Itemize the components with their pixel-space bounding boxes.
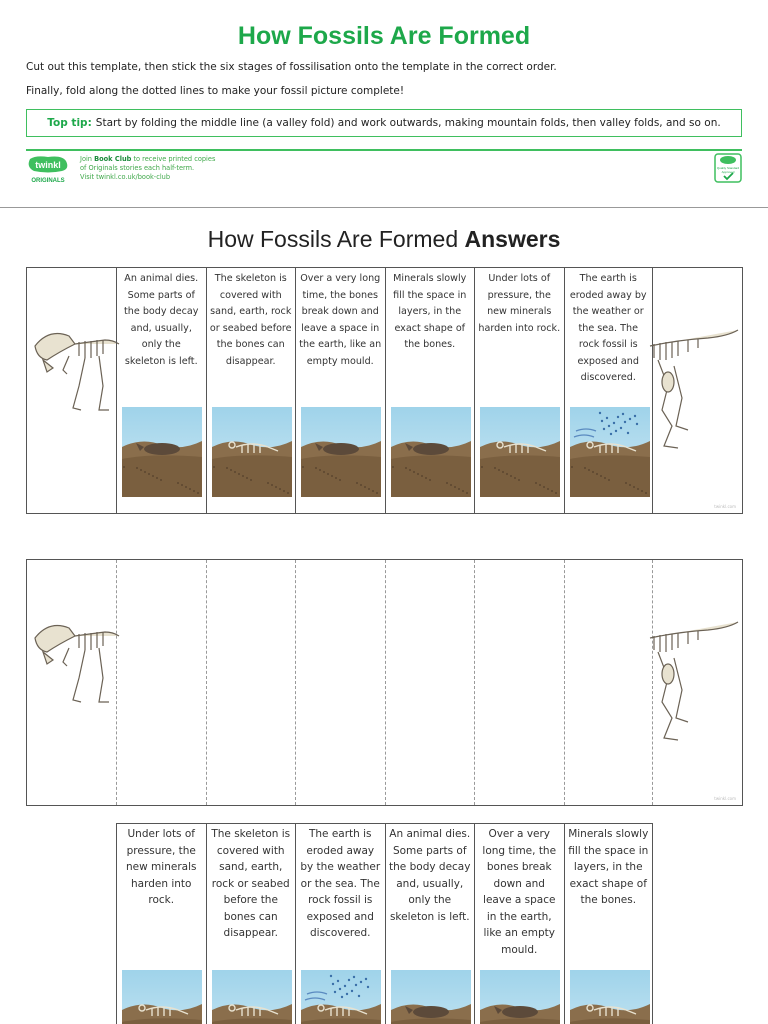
- watermark: twinkl.com: [714, 504, 736, 509]
- dinosaur-tail-icon: [648, 618, 740, 748]
- answer-stage-1: [116, 268, 206, 513]
- stage-text: Minerals slowly fill the space in layers, in the exact shape of the bones.: [393, 273, 467, 350]
- page-separator: [0, 207, 768, 208]
- instruction-line-1: Cut out this template, then stick the six stages of fossilisation onto the template in the correct order.: [26, 61, 557, 73]
- dinosaur-skull-icon: [29, 316, 121, 426]
- template-slot-3: [295, 560, 385, 805]
- answer-stage-4: [385, 268, 475, 513]
- stage-text: An animal dies. Some parts of the body decay and, usually, only the skeleton is left.: [389, 828, 471, 923]
- cutout-stage-5: [474, 824, 564, 1024]
- svg-text:Quality Standard: Quality Standard: [716, 166, 740, 170]
- twinkl-logo: [26, 155, 70, 185]
- cutout-stage-2: [206, 824, 296, 1024]
- stage-text: The earth is eroded away by the weather or the sea. The rock fossil is exposed and discovered.: [569, 273, 647, 383]
- stage-illustration: [480, 407, 560, 497]
- stage-illustration: [212, 970, 292, 1024]
- template-slot-5: [474, 560, 564, 805]
- cutout-stages: [116, 823, 653, 1024]
- logo-subtext: ORIGINALS: [31, 178, 65, 184]
- stage-illustration: [122, 970, 202, 1024]
- watermark: twinkl.com: [714, 796, 736, 801]
- quality-badge-icon: [714, 153, 742, 183]
- answers-heading: How Fossils Are Formed Answers: [207, 226, 561, 252]
- top-tip-text: Start by folding the middle line (a valley fold) and work outwards, making mountain folds, then valley folds, and so on.: [95, 117, 721, 129]
- stage-text: Under lots of pressure, the new minerals harden into rock.: [478, 273, 561, 334]
- stage-illustration: [570, 970, 650, 1024]
- stage-text: Over a very long time, the bones break down and leave a space in the earth, like an empty mould.: [299, 273, 382, 367]
- book-club-text: Join Book Club to receive printed copies of Originals stories each half-term. Visit twinkl.co.uk/book-club: [80, 155, 216, 181]
- top-tip-label: Top tip:: [47, 117, 92, 129]
- answer-stage-5: [474, 268, 564, 513]
- svg-text:Approved: Approved: [721, 170, 735, 174]
- answer-stage-3: [295, 268, 385, 513]
- template-slot-1: [116, 560, 206, 805]
- stage-illustration: [391, 970, 471, 1024]
- answers-strip: [26, 267, 743, 514]
- stage-illustration: [301, 970, 381, 1024]
- cutout-stage-6: [564, 824, 654, 1024]
- stage-text: An animal dies. Some parts of the body decay and, usually, only the skeleton is left.: [124, 273, 199, 367]
- stage-illustration: [570, 407, 650, 497]
- instruction-line-2: Finally, fold along the dotted lines to make your fossil picture complete!: [26, 85, 405, 97]
- answer-stage-6: [564, 268, 654, 513]
- stage-text: Under lots of pressure, the new minerals harden into rock.: [126, 828, 197, 906]
- template-strip: [26, 559, 743, 806]
- page-title: How Fossils Are Formed: [237, 22, 531, 50]
- cutout-stage-1: [116, 824, 206, 1024]
- stage-illustration: [122, 407, 202, 497]
- stage-text: The skeleton is covered with sand, earth, rock or seabed before the bones can disappear.: [211, 828, 291, 939]
- stage-illustration: [391, 407, 471, 497]
- dinosaur-skull-icon: [29, 608, 121, 718]
- template-slot-6: [564, 560, 654, 805]
- top-tip-box: [26, 109, 742, 137]
- answer-stage-2: [206, 268, 296, 513]
- dinosaur-tail-icon: [648, 326, 740, 456]
- green-divider: [26, 149, 742, 151]
- stage-illustration: [212, 407, 292, 497]
- cutout-stage-4: [385, 824, 475, 1024]
- logo-text: twinkl: [35, 160, 61, 170]
- stage-illustration: [480, 970, 560, 1024]
- stage-text: The earth is eroded away by the weather or the sea. The rock fossil is exposed and discovered.: [300, 828, 381, 939]
- template-slot-2: [206, 560, 296, 805]
- cutout-stage-3: [295, 824, 385, 1024]
- template-slot-4: [385, 560, 475, 805]
- stage-text: Minerals slowly fill the space in layers, in the exact shape of the bones.: [568, 828, 649, 906]
- stage-text: The skeleton is covered with sand, earth, rock or seabed before the bones can disappear.: [209, 273, 292, 367]
- stage-illustration: [301, 407, 381, 497]
- stage-text: Over a very long time, the bones break down and leave a space in the earth, like an empty mould.: [482, 828, 557, 956]
